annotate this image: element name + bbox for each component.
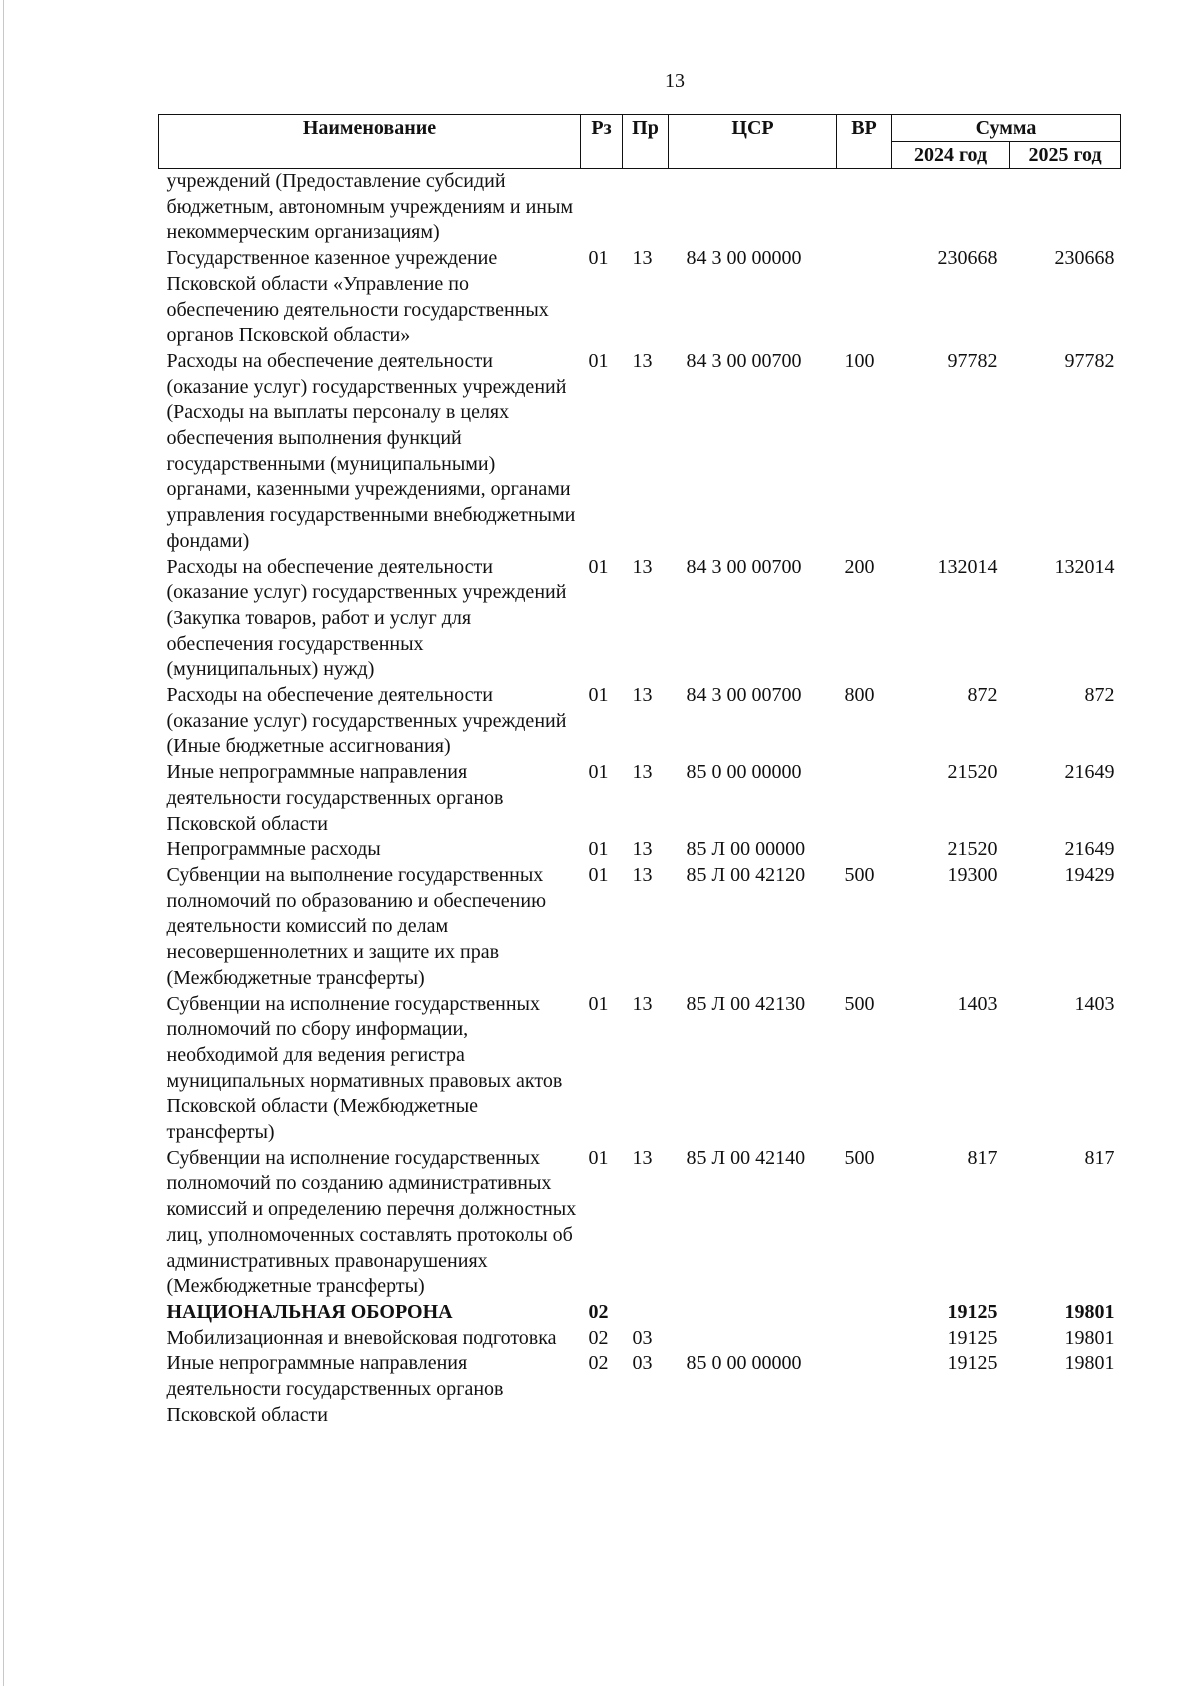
row-pr: 13 (632, 1146, 653, 1169)
row-name: Расходы на обеспечение деятельности (оказание услуг) государственных учреждений (Закупка товаров, работ и услуг для обеспечения государственных (муниципальных) нужд) (166, 555, 567, 681)
row-sum-2024: 97782 (947, 349, 998, 372)
table-row (159, 169, 1121, 247)
row-rz (581, 169, 623, 247)
row-pr: 13 (632, 761, 653, 784)
row-sum-2024: 19125 (947, 1352, 998, 1375)
row-rz: 01 (588, 992, 609, 1015)
row-csr (669, 1300, 837, 1326)
row-vr: 100 (844, 349, 875, 372)
row-pr: 03 (632, 1352, 653, 1375)
row-csr: 84 3 00 00700 (686, 349, 802, 372)
row-sum-2025: 872 (1084, 684, 1115, 707)
row-sum-2025 (1010, 169, 1121, 247)
row-csr: 84 3 00 00000 (686, 247, 802, 270)
row-rz: 01 (588, 838, 609, 861)
row-sum-2024: 19125 (947, 1326, 998, 1349)
row-sum-2024: 1403 (957, 992, 998, 1015)
row-vr: 800 (844, 684, 875, 707)
row-csr: 85 0 00 00000 (686, 1352, 802, 1375)
row-vr (837, 1300, 892, 1326)
row-name: Субвенции на выполнение государственных полномочий по образованию и обеспечению деятельности комиссий по делам несовершеннолетних и защите их прав (Межбюджетные трансферты) (166, 863, 547, 989)
row-name: Субвенции на исполнение государственных полномочий по созданию административных комиссий и определению перечня должностных лиц, уполномоченных составлять протоколы об административных правонарушениях (Межбюджетные трансферты) (166, 1146, 577, 1298)
row-vr: 500 (844, 1146, 875, 1169)
row-vr: 500 (844, 992, 875, 1015)
table-row (159, 683, 1121, 760)
row-pr: 13 (632, 555, 653, 578)
row-name: Иные непрограммные направления деятельности государственных органов Псковской области (166, 1352, 504, 1426)
row-name: НАЦИОНАЛЬНАЯ ОБОРОНА (166, 1300, 453, 1323)
header-pr: Пр (623, 115, 669, 169)
row-rz: 02 (588, 1352, 609, 1375)
row-csr: 85 Л 00 42130 (686, 992, 806, 1015)
row-vr (837, 760, 892, 837)
table-row (159, 1326, 1121, 1352)
row-name: Расходы на обеспечение деятельности (оказание услуг) государственных учреждений (Иные бюджетные ассигнования) (166, 684, 567, 758)
row-sum-2025: 21649 (1064, 838, 1115, 861)
table-row (159, 992, 1121, 1146)
row-sum-2024: 21520 (947, 761, 998, 784)
page-number: 13 (665, 70, 685, 92)
row-rz: 01 (588, 761, 609, 784)
row-sum-2024: 21520 (947, 838, 998, 861)
table-header (159, 115, 1121, 169)
row-sum-2024: 132014 (937, 555, 998, 578)
row-vr (837, 837, 892, 863)
table-row (159, 1146, 1121, 1300)
header-sum: Сумма (892, 115, 1121, 142)
row-name: Иные непрограммные направления деятельности государственных органов Псковской области (166, 761, 504, 835)
row-vr (837, 1351, 892, 1428)
budget-table (158, 114, 1121, 1428)
row-sum-2025: 19801 (1064, 1352, 1115, 1375)
table-row (159, 760, 1121, 837)
row-rz: 01 (588, 349, 609, 372)
row-vr (837, 1326, 892, 1352)
header-name: Наименование (159, 115, 581, 169)
row-sum-2024: 19300 (947, 863, 998, 886)
row-sum-2024: 817 (967, 1146, 998, 1169)
row-pr: 13 (632, 684, 653, 707)
row-sum-2025: 21649 (1064, 761, 1115, 784)
row-sum-2025: 1403 (1074, 992, 1115, 1015)
table-row (159, 349, 1121, 555)
row-rz: 01 (588, 555, 609, 578)
row-sum-2025: 132014 (1054, 555, 1115, 578)
row-csr: 85 Л 00 00000 (686, 838, 806, 861)
row-vr: 500 (844, 863, 875, 886)
row-pr (623, 169, 669, 247)
row-sum-2024 (892, 169, 1010, 247)
row-rz: 01 (588, 863, 609, 886)
row-csr: 85 Л 00 42140 (686, 1146, 806, 1169)
row-rz: 02 (588, 1326, 609, 1349)
row-vr (837, 246, 892, 349)
table-row (159, 863, 1121, 992)
row-csr: 84 3 00 00700 (686, 555, 802, 578)
header-year-2025: 2025 год (1010, 142, 1121, 169)
row-csr: 85 Л 00 42120 (686, 863, 806, 886)
row-sum-2025: 230668 (1054, 247, 1115, 270)
row-csr (669, 1326, 837, 1352)
row-pr: 13 (632, 863, 653, 886)
table-body (159, 169, 1121, 1429)
row-pr: 13 (632, 349, 653, 372)
header-year-2024: 2024 год (892, 142, 1010, 169)
row-rz: 02 (588, 1300, 609, 1323)
row-pr: 03 (632, 1326, 653, 1349)
row-name: Непрограммные расходы (166, 838, 381, 861)
header-rz: Рз (581, 115, 623, 169)
header-csr: ЦСР (669, 115, 837, 169)
table-row (159, 837, 1121, 863)
row-sum-2024: 230668 (937, 247, 998, 270)
row-csr: 84 3 00 00700 (686, 684, 802, 707)
row-vr (837, 169, 892, 247)
row-pr: 13 (632, 992, 653, 1015)
row-name: Государственное казенное учреждение Псковской области «Управление по обеспечению деятельности государственных органов Псковской области» (166, 247, 549, 347)
row-csr (669, 169, 837, 247)
row-name: Мобилизационная и вневойсковая подготовка (166, 1326, 557, 1349)
row-vr: 200 (844, 555, 875, 578)
row-rz: 01 (588, 1146, 609, 1169)
table-row (159, 1351, 1121, 1428)
header-vr: ВР (837, 115, 892, 169)
row-name: Расходы на обеспечение деятельности (оказание услуг) государственных учреждений (Расходы на выплаты персоналу в целях обеспечения выполнения функций государственными (муниципальными) органами, казенными учреждениями, органами управления государственными внебюджетными фондами) (166, 349, 576, 552)
row-csr: 85 0 00 00000 (686, 761, 802, 784)
table-row (159, 555, 1121, 684)
row-sum-2025: 817 (1084, 1146, 1115, 1169)
row-name: учреждений (Предоставление субсидий бюджетным, автономным учреждениям и иным некоммерческим организациям) (166, 170, 574, 244)
row-sum-2025: 97782 (1064, 349, 1115, 372)
row-pr: 13 (632, 838, 653, 861)
row-sum-2025: 19801 (1064, 1326, 1115, 1349)
row-name: Субвенции на исполнение государственных полномочий по сбору информации, необходимой для ведения регистра муниципальных нормативных правовых актов Псковской области (Межбюджетные трансферты) (166, 992, 563, 1144)
row-sum-2024: 19125 (947, 1300, 998, 1323)
row-sum-2025: 19429 (1064, 863, 1115, 886)
row-pr (623, 1300, 669, 1326)
row-pr: 13 (632, 247, 653, 270)
row-sum-2025: 19801 (1064, 1300, 1115, 1323)
row-rz: 01 (588, 684, 609, 707)
table-row (159, 1300, 1121, 1326)
row-rz: 01 (588, 247, 609, 270)
scan-edge-line (3, 0, 4, 1686)
table-row (159, 246, 1121, 349)
row-sum-2024: 872 (967, 684, 998, 707)
